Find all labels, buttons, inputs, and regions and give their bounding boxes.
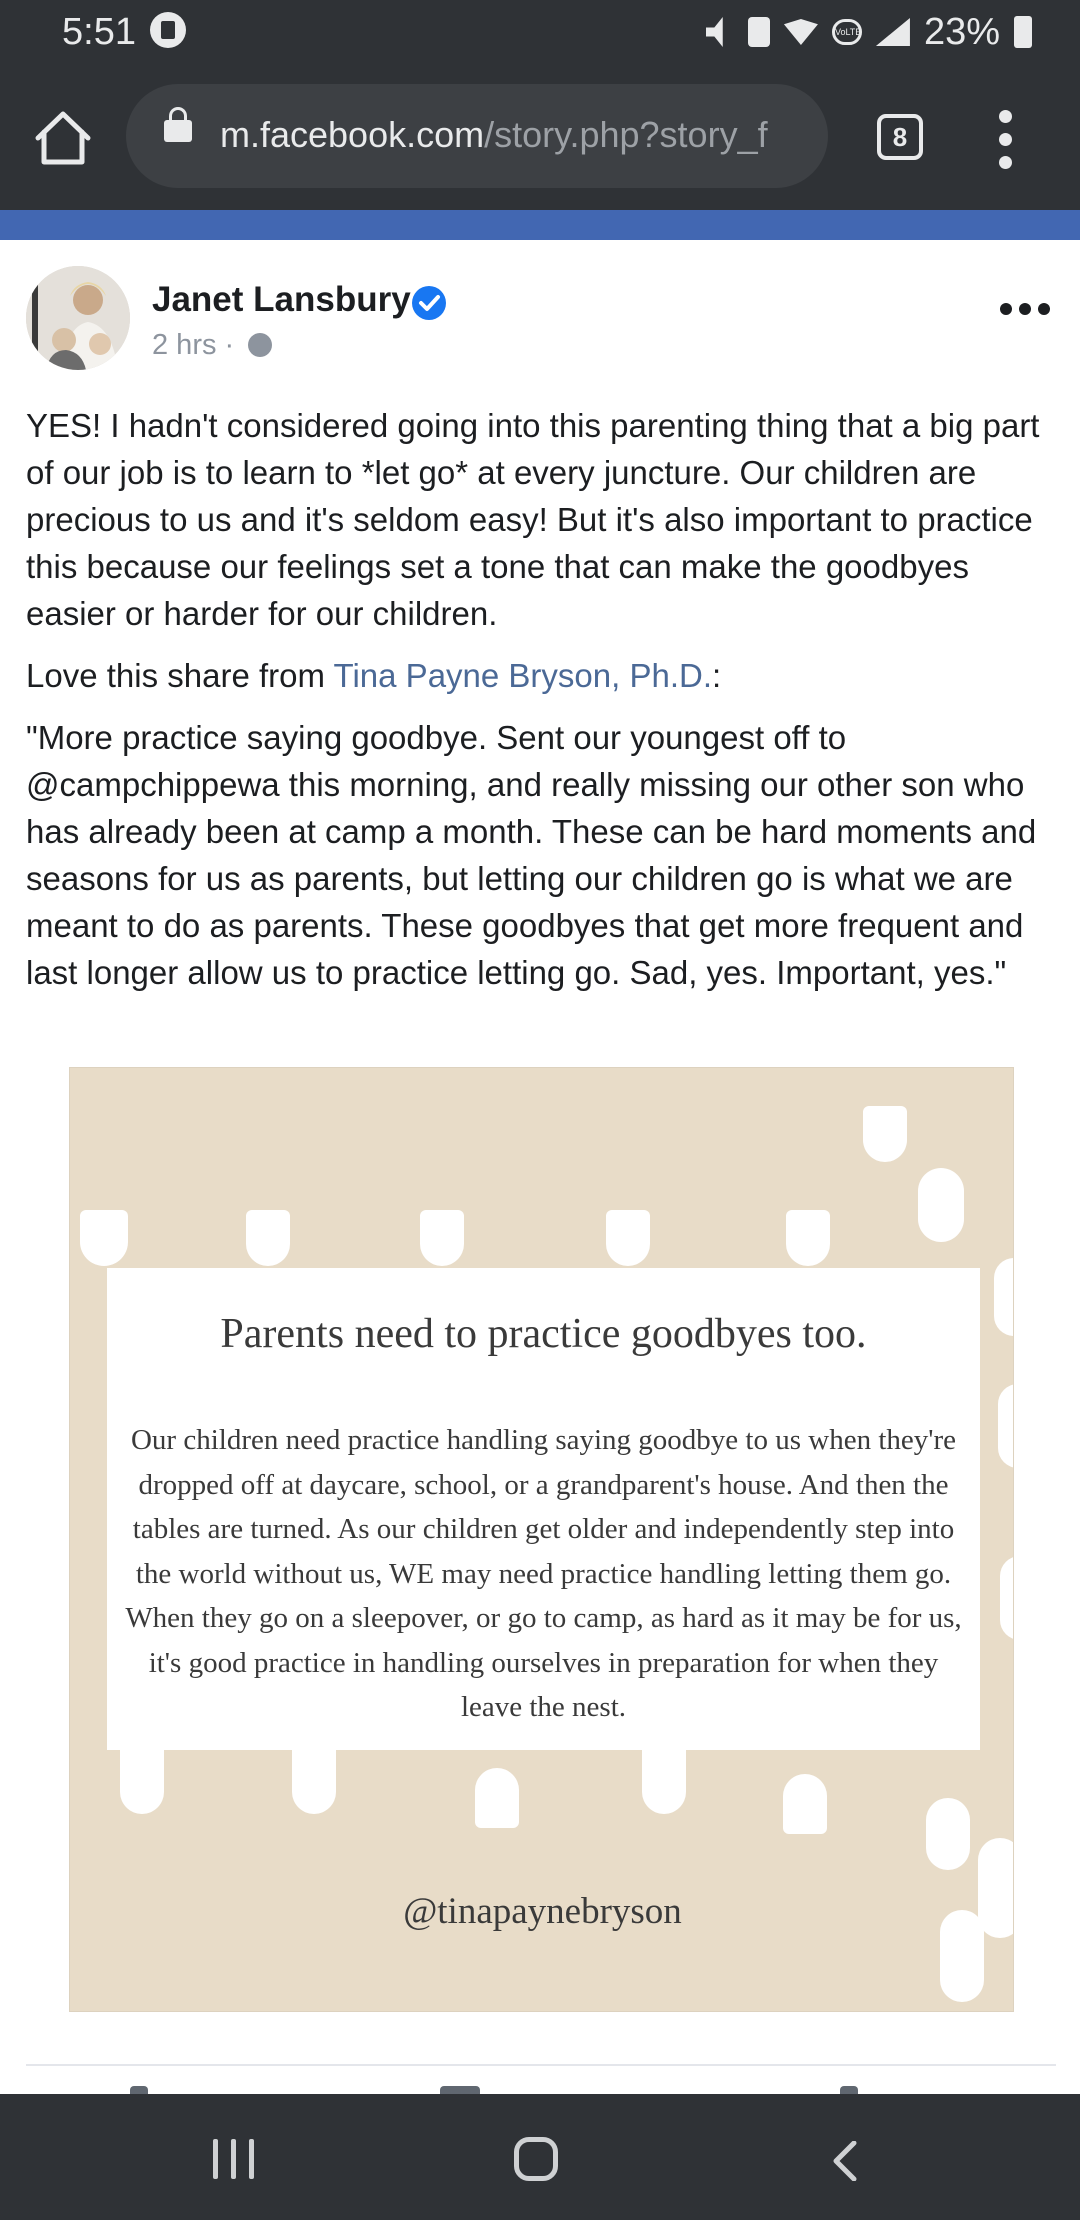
wifi-icon	[784, 19, 818, 45]
data-saver-icon	[748, 17, 770, 47]
decorative-drop	[998, 1384, 1014, 1468]
share-button[interactable]	[840, 2086, 858, 2094]
image-title: Parents need to practice goodbyes too.	[220, 1311, 867, 1357]
avatar-image	[26, 266, 130, 370]
tabs-button[interactable]: 8	[877, 114, 923, 160]
back-button[interactable]	[826, 2141, 866, 2181]
browser-toolbar	[0, 64, 1080, 210]
home-nav-button[interactable]	[514, 2137, 558, 2181]
status-icons	[706, 10, 1032, 54]
decorative-drop	[246, 1210, 290, 1266]
decorative-drop	[994, 1258, 1014, 1336]
post-author[interactable]: Janet Lansbury	[152, 280, 411, 319]
recent-apps-button[interactable]	[213, 2139, 257, 2179]
post-timestamp[interactable]: 2 hrs	[152, 329, 217, 361]
home-icon	[32, 108, 94, 168]
decorative-drop	[786, 1210, 830, 1266]
shared-image[interactable]	[69, 1067, 1014, 2012]
divider	[26, 2064, 1056, 2066]
image-body: Our children need practice handling saying goodbye to us when they're dropped off at daycare, school, or a grandparent's house. And then the tables are turned. As our children get older and independently step into the world without us, WE may need practice handling letting them go. When they go on a sleepover, or go to camp, as hard as it may be for us, it's good practice in handling ourselves in preparation for when they leave the nest.	[125, 1424, 962, 1723]
meta-separator: ·	[216, 329, 243, 361]
more-horizontal-icon	[1000, 303, 1012, 315]
image-text-card	[107, 1268, 980, 1750]
decorative-drop	[606, 1210, 650, 1266]
mute-icon	[706, 17, 734, 47]
notification-icon	[150, 12, 186, 48]
avatar[interactable]	[26, 266, 130, 370]
decorative-drop	[1000, 1556, 1014, 1640]
more-vertical-icon[interactable]	[996, 110, 1016, 170]
like-button[interactable]	[130, 2086, 148, 2094]
battery-percent: 23%	[923, 11, 1000, 53]
signal-icon	[876, 18, 910, 46]
battery-icon	[1014, 16, 1032, 48]
home-button[interactable]	[32, 108, 94, 168]
decorative-drop	[863, 1106, 907, 1162]
share-suffix: :	[712, 657, 722, 694]
url-domain: m.facebook.com	[220, 114, 485, 155]
decorative-drop	[80, 1210, 128, 1266]
system-navigation-bar	[0, 2094, 1080, 2220]
url-path: /story.php?story_f	[484, 114, 768, 155]
decorative-drop	[475, 1768, 519, 1828]
url-bar[interactable]	[126, 84, 828, 188]
post-paragraph: YES! I hadn't considered going into this parenting thing that a big part of our job is to learn to *let go* at every juncture. Our children are precious to us and it's seldom easy! But it's also important to practice this because our feelings set a tone that can make the goodbyes easier or harder for our children.	[26, 407, 1040, 632]
back-icon	[826, 2141, 866, 2181]
decorative-drop	[420, 1210, 464, 1266]
verified-badge-icon	[412, 286, 446, 320]
decorative-drop	[926, 1798, 970, 1870]
facebook-header-strip	[0, 210, 1080, 240]
share-prefix: Love this share from	[26, 657, 334, 694]
image-handle: @tinapaynebryson	[403, 1891, 682, 1932]
post-text	[26, 402, 1056, 996]
tina-payne-bryson-link[interactable]: Tina Payne Bryson, Ph.D.	[333, 657, 712, 694]
share-line	[26, 652, 1056, 699]
post-meta	[152, 326, 272, 364]
globe-icon	[248, 333, 272, 357]
decorative-drop	[783, 1774, 827, 1834]
lock-icon	[164, 120, 192, 142]
volte-icon: VoLTE	[832, 19, 862, 45]
comment-button[interactable]	[440, 2086, 480, 2094]
status-bar	[0, 0, 1080, 64]
post-options-button[interactable]	[1000, 300, 1050, 320]
quote-paragraph: "More practice saying goodbye. Sent our youngest off to @campchippewa this morning, and really missing our other son who has already been at camp a month. These can be hard moments and seasons for us as parents, but letting our children go is what we are meant to do as parents. These goodbyes that get more frequent and last longer allow us to practice letting go. Sad, yes. Important, yes."	[26, 719, 1037, 991]
decorative-drop	[918, 1168, 964, 1242]
url-text[interactable]	[220, 112, 768, 158]
status-time: 5:51	[62, 11, 136, 53]
